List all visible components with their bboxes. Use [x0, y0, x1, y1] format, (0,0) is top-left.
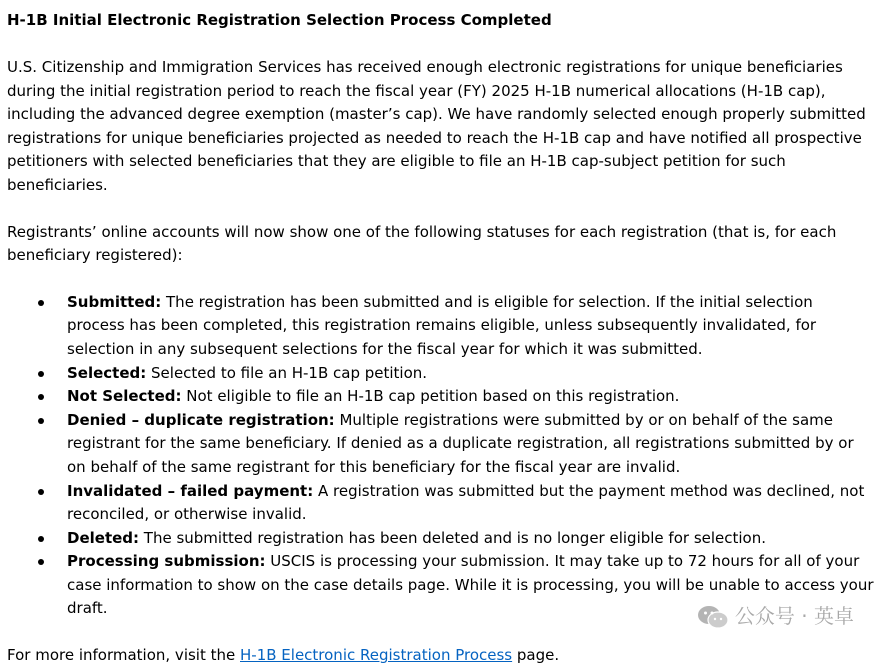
document-body: [7, 9, 875, 668]
status-description: USCIS is processing your submission. It may take up to 72 hours for all of your case information to show on the case details page. While it is processing, you will be unable to access your draft.: [67, 552, 874, 618]
status-description: The registration has been submitted and is eligible for selection. If the initial selection process has been completed, this registration remains eligible, unless subsequently invalidated, for selection in any subsequent selections for the fiscal year for which it was submitted.: [67, 292, 817, 358]
list-item: [7, 527, 875, 551]
more-info-prefix: For more information, visit the: [7, 646, 240, 665]
status-term: Invalidated – failed payment:: [67, 481, 314, 500]
watermark: [697, 604, 854, 630]
watermark-text: 公众号 · 英卓: [734, 604, 854, 629]
status-description: Selected to file an H-1B cap petition.: [146, 363, 428, 382]
list-item: [7, 291, 875, 362]
list-item: [7, 385, 875, 409]
page-title: H-1B Initial Electronic Registration Selection Process Completed: [7, 11, 552, 29]
status-term: Processing submission:: [67, 552, 266, 571]
status-description: A registration was submitted but the payment method was declined, not reconciled, or otherwise invalid.: [67, 481, 865, 524]
status-description: Multiple registrations were submitted by or on behalf of the same registrant for the same beneficiary. If denied as a duplicate registration, all registrations submitted by or on behalf of the same registrant for this beneficiary for the fiscal year are invalid.: [67, 410, 854, 476]
status-list: [7, 291, 875, 621]
list-item: [7, 480, 875, 527]
list-item: [7, 362, 875, 386]
status-description: Not eligible to file an H-1B cap petition based on this registration.: [181, 387, 680, 406]
registration-process-link[interactable]: H-1B Electronic Registration Process: [240, 646, 513, 665]
list-item: [7, 409, 875, 480]
status-term: Denied – duplicate registration:: [67, 410, 335, 429]
status-description: The submitted registration has been deleted and is no longer eligible for selection.: [139, 528, 767, 547]
wechat-icon: [697, 604, 729, 630]
more-info-suffix: page.: [512, 646, 560, 665]
status-term: Not Selected:: [67, 387, 182, 406]
more-info-paragraph: [7, 644, 875, 668]
status-term: Selected:: [67, 363, 147, 382]
statuses-intro-paragraph: Registrants’ online accounts will now show one of the following statuses for each registration (that is, for each beneficiary registered):: [7, 222, 837, 265]
intro-paragraph: U.S. Citizenship and Immigration Services has received enough electronic registrations for unique beneficiaries during the initial registration period to reach the fiscal year (FY) 2025 H-1B numerical allocations (H-1B cap), including the advanced degree exemption (master’s cap). We have randomly selected enough properly submitted registrations for unique beneficiaries projected as needed to reach the H-1B cap and have notified all prospective petitioners with selected beneficiaries that they are eligible to file an H-1B cap-subject petition for such beneficiaries.: [7, 58, 866, 194]
status-term: Submitted:: [67, 292, 162, 311]
status-term: Deleted:: [67, 528, 140, 547]
